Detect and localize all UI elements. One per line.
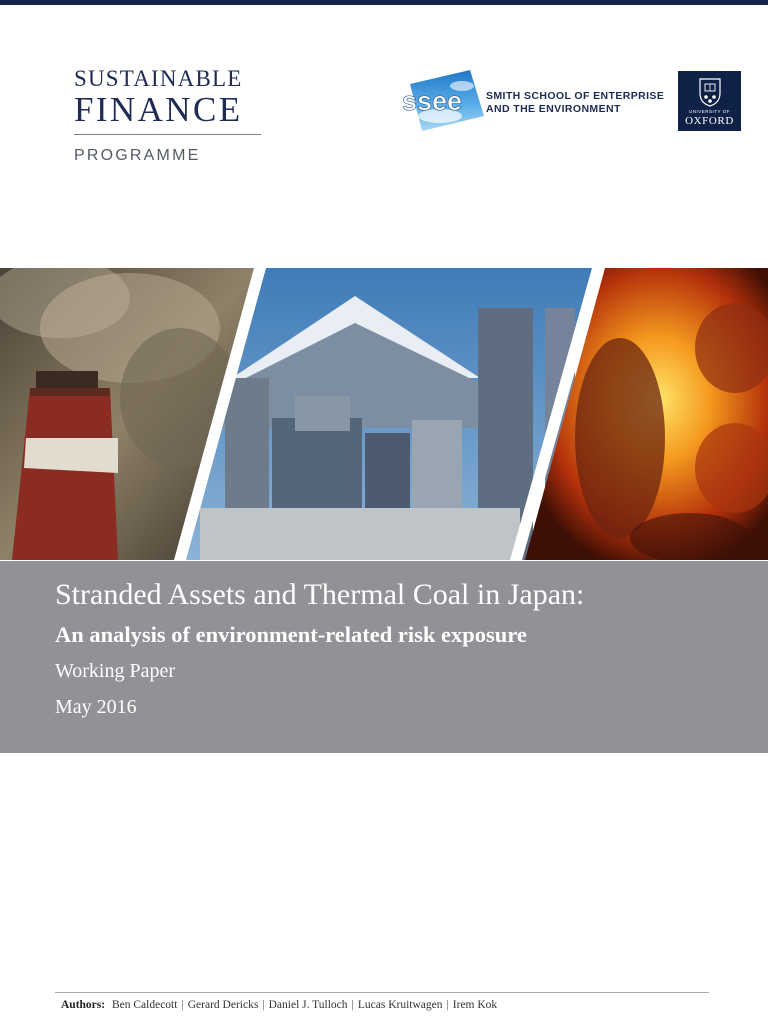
author-name: Daniel J. Tulloch <box>268 999 348 1011</box>
author-name: Gerard Dericks <box>187 999 259 1011</box>
title-block <box>55 577 755 719</box>
title-panel <box>0 561 768 753</box>
cover-photo-collage <box>0 268 768 560</box>
publication-date: May 2016 <box>55 696 137 718</box>
oxford-logo <box>678 71 741 131</box>
author-name: Lucas Kruitwagen <box>357 999 443 1011</box>
ssee-line-2: AND THE ENVIRONMENT <box>486 103 621 115</box>
ssee-line-1: SMITH SCHOOL OF ENTERPRISE <box>486 90 665 102</box>
document-title: Stranded Assets and Thermal Coal in Japan: <box>55 578 585 611</box>
svg-text:ssee: ssee <box>402 86 463 116</box>
authors-label: Authors: <box>61 999 106 1011</box>
oxford-wordmark: OXFORD <box>685 115 734 127</box>
oxford-crest-icon <box>698 77 722 107</box>
authors-line: Authors: Ben Caldecott | Gerard Dericks | Daniel J. Tulloch | Lucas Kruitwagen | Irem Kok <box>61 999 498 1011</box>
logo-line-finance: FINANCE <box>74 90 243 129</box>
ssee-logo <box>400 70 670 132</box>
ssee-badge-icon <box>400 70 490 132</box>
top-accent-bar <box>0 0 768 5</box>
document-subtitle: An analysis of environment-related risk exposure <box>55 622 527 647</box>
oxford-university-of: UNIVERSITY OF <box>689 109 730 114</box>
authors-divider <box>55 992 709 993</box>
sustainable-finance-programme-logo <box>74 66 264 165</box>
logo-divider <box>74 134 261 135</box>
logo-line-sustainable: SUSTAINABLE <box>74 66 243 91</box>
author-name: Irem Kok <box>452 999 498 1011</box>
ssee-name <box>486 90 664 116</box>
logo-line-programme: PROGRAMME <box>74 147 201 164</box>
document-type: Working Paper <box>55 660 176 682</box>
author-name: Ben Caldecott <box>111 999 178 1011</box>
